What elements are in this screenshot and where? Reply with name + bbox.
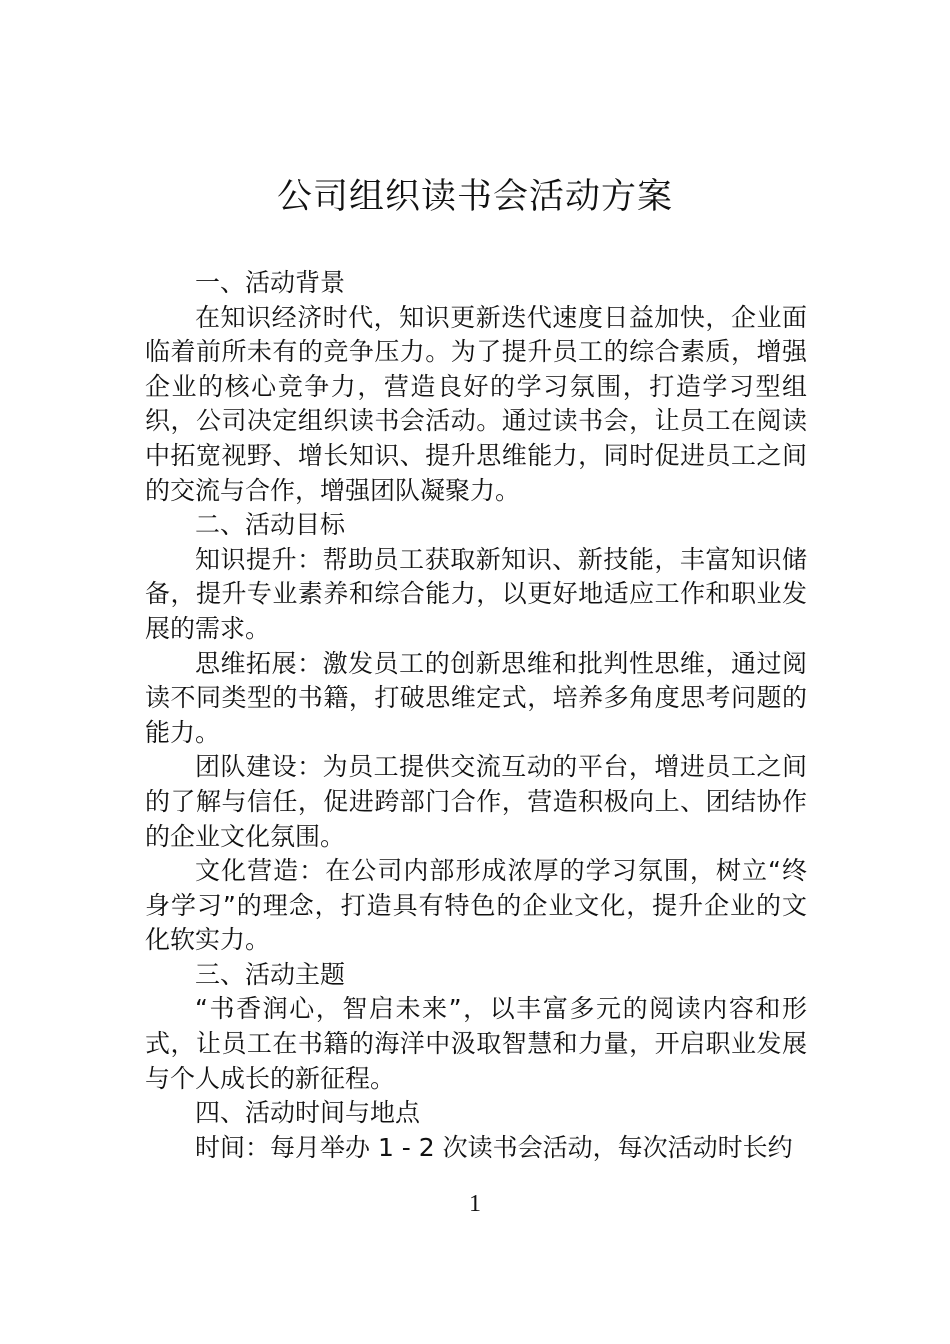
section-heading-background: 一、活动背景 — [195, 268, 346, 297]
paragraph-time: 时间：每月举办 1 - 2 次读书会活动，每次活动时长约 — [195, 1132, 793, 1162]
paragraph-goal-knowledge: 知识提升：帮助员工获取新知识、新技能，丰富知识储备，提升专业素养和综合能力，以更好地适应工作和职业发展的需求。 — [145, 544, 807, 643]
paragraph-goal-culture: 文化营造：在公司内部形成浓厚的学习氛围，树立“终身学习”的理念，打造具有特色的企业文化，提升企业的文化软实力。 — [145, 856, 807, 955]
section-heading-theme: 三、活动主题 — [195, 959, 346, 989]
document-title: 公司组织读书会活动方案 — [276, 177, 673, 217]
page-number: 1 — [469, 1191, 481, 1217]
paragraph-background: 在知识经济时代，知识更新迭代速度日益加快，企业面临着前所未有的竞争压力。为了提升员工的综合素质，增强企业的核心竞争力，营造良好的学习氛围，打造学习型组织，公司决定组织读书会活动。通过读书会，让员工在阅读中拓宽视野、增长知识、提升思维能力，同时促进员工之间的交流与合作，增强团队凝聚力。 — [145, 302, 807, 505]
section-heading-goals: 二、活动目标 — [195, 510, 346, 540]
paragraph-theme: “书香润心，智启未来”，以丰富多元的阅读内容和形式，让员工在书籍的海洋中汲取智慧和力量，开启职业发展与个人成长的新征程。 — [145, 994, 807, 1093]
paragraph-goal-thinking: 思维拓展：激发员工的创新思维和批判性思维，通过阅读不同类型的书籍，打破思维定式，培养多角度思考问题的能力。 — [145, 648, 807, 747]
document-body — [145, 266, 807, 1165]
section-heading-time-place: 四、活动时间与地点 — [195, 1098, 421, 1128]
paragraph-goal-team: 团队建设：为员工提供交流互动的平台，增进员工之间的了解与信任，促进跨部门合作，营造积极向上、团结协作的企业文化氛围。 — [145, 752, 807, 851]
